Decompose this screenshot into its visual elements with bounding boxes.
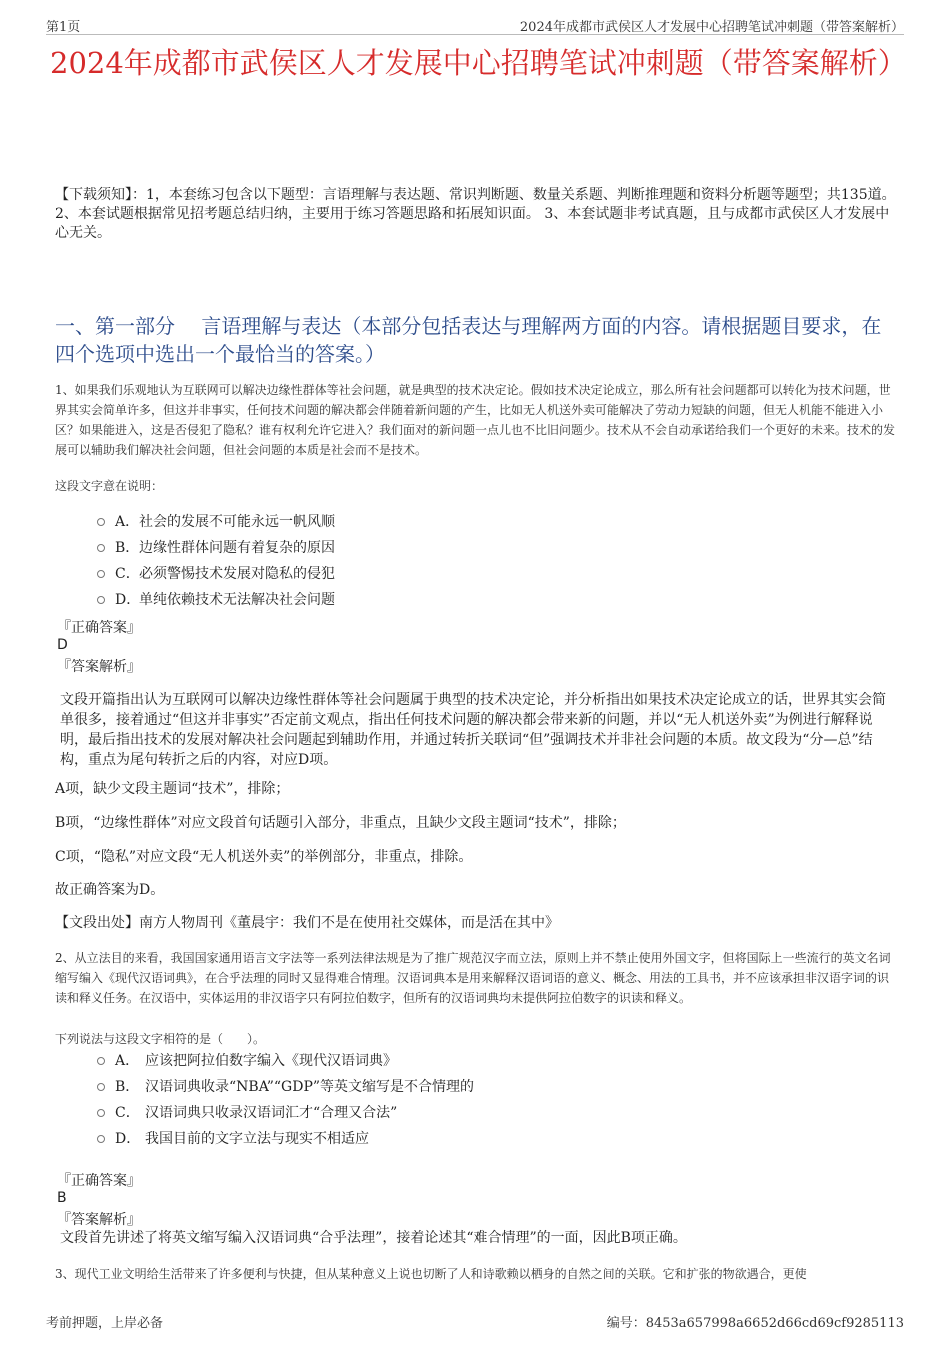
document-id: 编号：8453a657998a6652d66cd69cf9285113: [606, 1316, 904, 1331]
radio-icon[interactable]: [97, 1135, 105, 1143]
analysis-label: 『答案解析』: [57, 1212, 141, 1228]
analysis-note-c: C项，“隐私”对应文段“无人机送外卖”的举例部分，非重点，排除。: [55, 849, 473, 865]
page-number: 第1页: [46, 20, 81, 35]
radio-icon[interactable]: [97, 570, 105, 578]
option-d[interactable]: D．单纯依赖技术无法解决社会问题: [97, 587, 897, 613]
radio-icon[interactable]: [97, 596, 105, 604]
question-2-text: 2、从立法目的来看，我国国家通用语言文字法等一系列法律法规是为了推广规范汉字而立法，原则上并不禁止使用外国文字，但将国际上一些流行的英文名词缩写编入《现代汉语词典》，在合乎法理的同时又显得难合情理。汉语词典本是用来解释汉语词语的意义、概念、用法的工具书，并不应该承担非汉语字词的识读和释义任务。在汉语中，实体运用的非汉语字只有阿拉伯数字，但所有的汉语词典均未提供阿拉伯数字的识读和释义。: [55, 951, 891, 1005]
option-d[interactable]: D． 我国目前的文字立法与现实不相适应: [97, 1126, 897, 1152]
question-3-text: 3、现代工业文明给生活带来了许多便利与快捷，但从某种意义上说也切断了人和诗歌赖以栖身的自然之间的关联。它和扩张的物欲遇合，更使: [55, 1267, 807, 1281]
option-a[interactable]: A． 应该把阿拉伯数字编入《现代汉语词典》: [97, 1048, 897, 1074]
option-c[interactable]: C．必须警惕技术发展对隐私的侵犯: [97, 561, 897, 587]
option-b[interactable]: B．边缘性群体问题有着复杂的原因: [97, 535, 897, 561]
radio-icon[interactable]: [97, 1057, 105, 1065]
passage-source: 【文段出处】南方人物周刊《董晨宇：我们不是在使用社交媒体，而是活在其中》: [55, 915, 559, 931]
correct-answer: D: [57, 637, 68, 653]
radio-icon[interactable]: [97, 1109, 105, 1117]
analysis-note-b: B项，“边缘性群体”对应文段首句话题引入部分，非重点，且缺少文段主题词“技术”，排除；: [55, 815, 626, 831]
analysis-label: 『答案解析』: [57, 659, 141, 675]
document-title: 2024年成都市武侯区人才发展中心招聘笔试冲刺题（带答案解析）: [50, 46, 907, 80]
analysis-note-a: A项，缺少文段主题词“技术”，排除；: [55, 781, 290, 797]
correct-answer-label: 『正确答案』: [57, 1173, 141, 1189]
question-1-text: 1、如果我们乐观地认为互联网可以解决边缘性群体等社会问题，就是典型的技术决定论。假如技术决定论成立，那么所有社会问题都可以转化为技术问题，世界其实会简单许多，但这并非事实，任何技术问题的解决都会伴随着新问题的产生，比如无人机送外卖可能解决了劳动力短缺的问题，但无人机能不能进入小区？如果能进入，这是否侵犯了隐私？谁有权利允许它进入？我们面对的新问题一点儿也不比旧问题少。技术从不会自动承诺给我们一个更好的未来。技术的发展可以辅助我们解决社会问题，但社会问题的本质是社会而不是技术。: [55, 383, 896, 457]
analysis-text: 文段开篇指出认为互联网可以解决边缘性群体等社会问题属于典型的技术决定论，并分析指出如果技术决定论成立的话，世界其实会简单很多，接着通过“但这并非事实”否定前文观点，指出任何技术问题的解决都会带来新的问题，并以“无人机送外卖”为例进行解释说明，最后指出技术的发展对解决社会问题起到辅助作用，并通过转折关联词“但”强调技术并非社会问题的本质。故文段为“分—总”结构，重点为尾句转折之后的内容，对应D项。: [60, 692, 886, 768]
download-notice: 【下载须知】：1，本套练习包含以下题型：言语理解与表达题、常识判断题、数量关系题、判断推理题和资料分析题等题型；共135道。 2、本套试题根据常见招考题总结归纳，主要用于练习答题思路和拓展知识面。 3、本套试题非考试真题，且与成都市武侯区人才发展中心无关。: [55, 187, 896, 241]
radio-icon[interactable]: [97, 544, 105, 552]
question-1-options: [97, 509, 897, 613]
analysis-conclusion: 故正确答案为D。: [55, 882, 165, 898]
option-a[interactable]: A．社会的发展不可能永远一帆风顺: [97, 509, 897, 535]
option-b[interactable]: B． 汉语词典收录“NBA”“GDP”等英文缩写是不合情理的: [97, 1074, 897, 1100]
question-2-prompt: 下列说法与这段文字相符的是（ ）。: [55, 1032, 266, 1046]
header-doc-title: 2024年成都市武侯区人才发展中心招聘笔试冲刺题（带答案解析）: [519, 20, 904, 35]
correct-answer-label: 『正确答案』: [57, 620, 141, 636]
correct-answer: B: [57, 1190, 67, 1206]
question-2-options: [97, 1048, 897, 1152]
option-c[interactable]: C． 汉语词典只收录汉语词汇才“合理又合法”: [97, 1100, 897, 1126]
question-1-prompt: 这段文字意在说明：: [55, 479, 164, 493]
footer-slogan: 考前押题，上岸必备: [46, 1316, 164, 1331]
radio-icon[interactable]: [97, 1083, 105, 1091]
analysis-text: 文段首先讲述了将英文缩写编入汉语词典“合乎法理”，接着论述其“难合情理”的一面，因此B项正确。: [60, 1230, 687, 1246]
page-header: [46, 14, 904, 35]
section-title: 一、第一部分 言语理解与表达（本部分包括表达与理解两方面的内容。请根据题目要求，在四个选项中选出一个最恰当的答案。）: [55, 314, 882, 366]
radio-icon[interactable]: [97, 518, 105, 526]
